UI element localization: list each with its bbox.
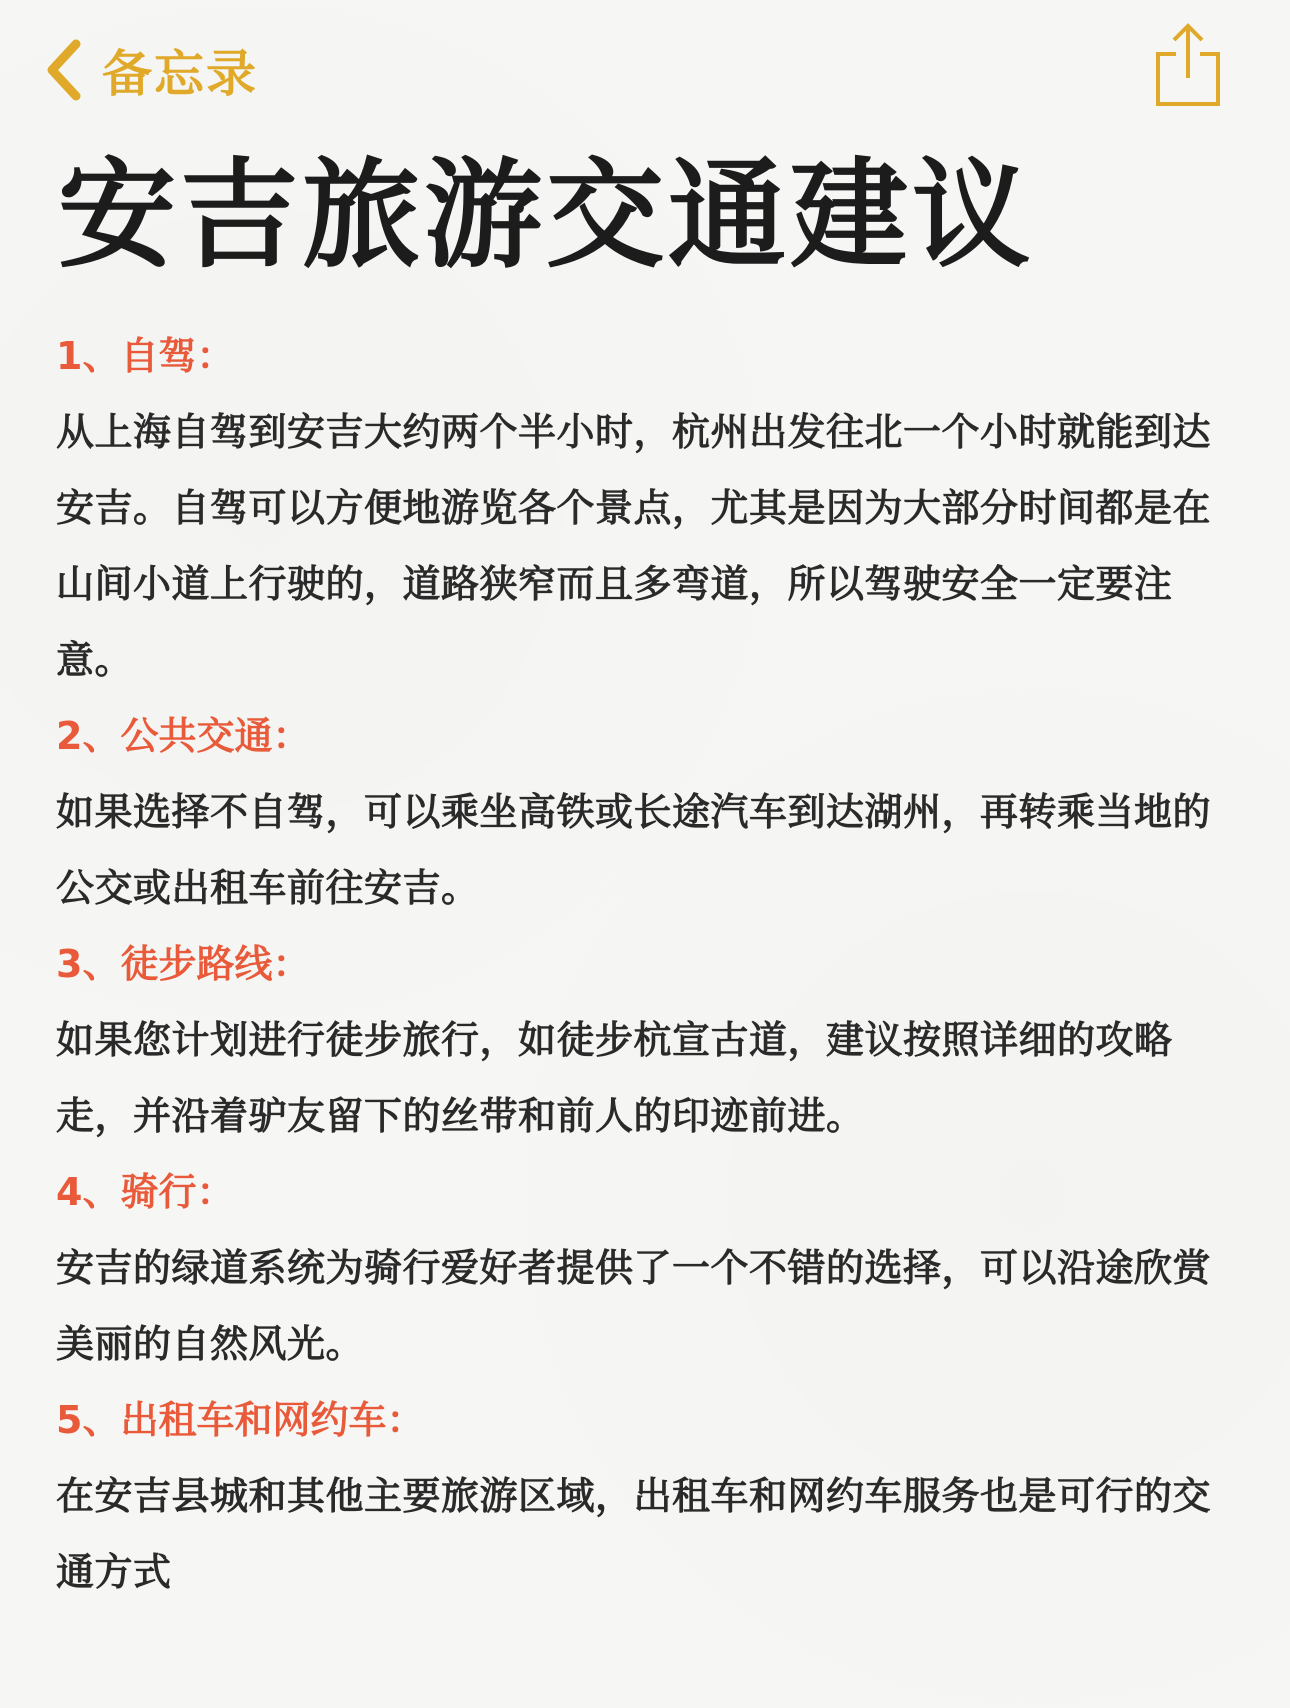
section-text: 如果选择不自驾，可以乘坐高铁或长途汽车到达湖州，再转乘当地的公交或出租车前往安吉。	[56, 790, 1212, 910]
nav-bar	[0, 0, 1290, 150]
section-self-drive	[56, 318, 1236, 698]
note-title: 安吉旅游交通建议	[58, 146, 1035, 284]
note-body	[56, 318, 1236, 1610]
section-heading: 5、出租车和网约车：	[56, 1398, 425, 1442]
section-public-transit	[56, 698, 1236, 926]
section-text: 从上海自驾到安吉大约两个半小时，杭州出发往北一个小时就能到达安吉。自驾可以方便地游览各个景点，尤其是因为大部分时间都是在山间小道上行驶的，道路狭窄而且多弯道，所以驾驶安全一定要注意。	[56, 410, 1212, 682]
section-hiking	[56, 926, 1236, 1154]
back-button-label: 备忘录	[102, 45, 258, 103]
section-text: 如果您计划进行徒步旅行，如徒步杭宣古道，建议按照详细的攻略走，并沿着驴友留下的丝带和前人的印迹前进。	[56, 1018, 1173, 1138]
section-cycling	[56, 1154, 1236, 1382]
section-heading: 1、自驾：	[56, 334, 235, 378]
section-heading: 3、徒步路线：	[56, 942, 311, 986]
section-heading: 2、公共交通：	[56, 714, 311, 758]
share-button[interactable]	[1152, 20, 1224, 110]
section-heading: 4、骑行：	[56, 1170, 235, 1214]
section-text: 安吉的绿道系统为骑行爱好者提供了一个不错的选择，可以沿途欣赏美丽的自然风光。	[56, 1246, 1212, 1366]
chevron-left-icon	[44, 38, 84, 102]
section-text: 在安吉县城和其他主要旅游区域，出租车和网约车服务也是可行的交通方式	[56, 1474, 1212, 1594]
section-taxi	[56, 1382, 1236, 1610]
share-icon	[1152, 95, 1224, 114]
back-button[interactable]	[44, 30, 258, 110]
